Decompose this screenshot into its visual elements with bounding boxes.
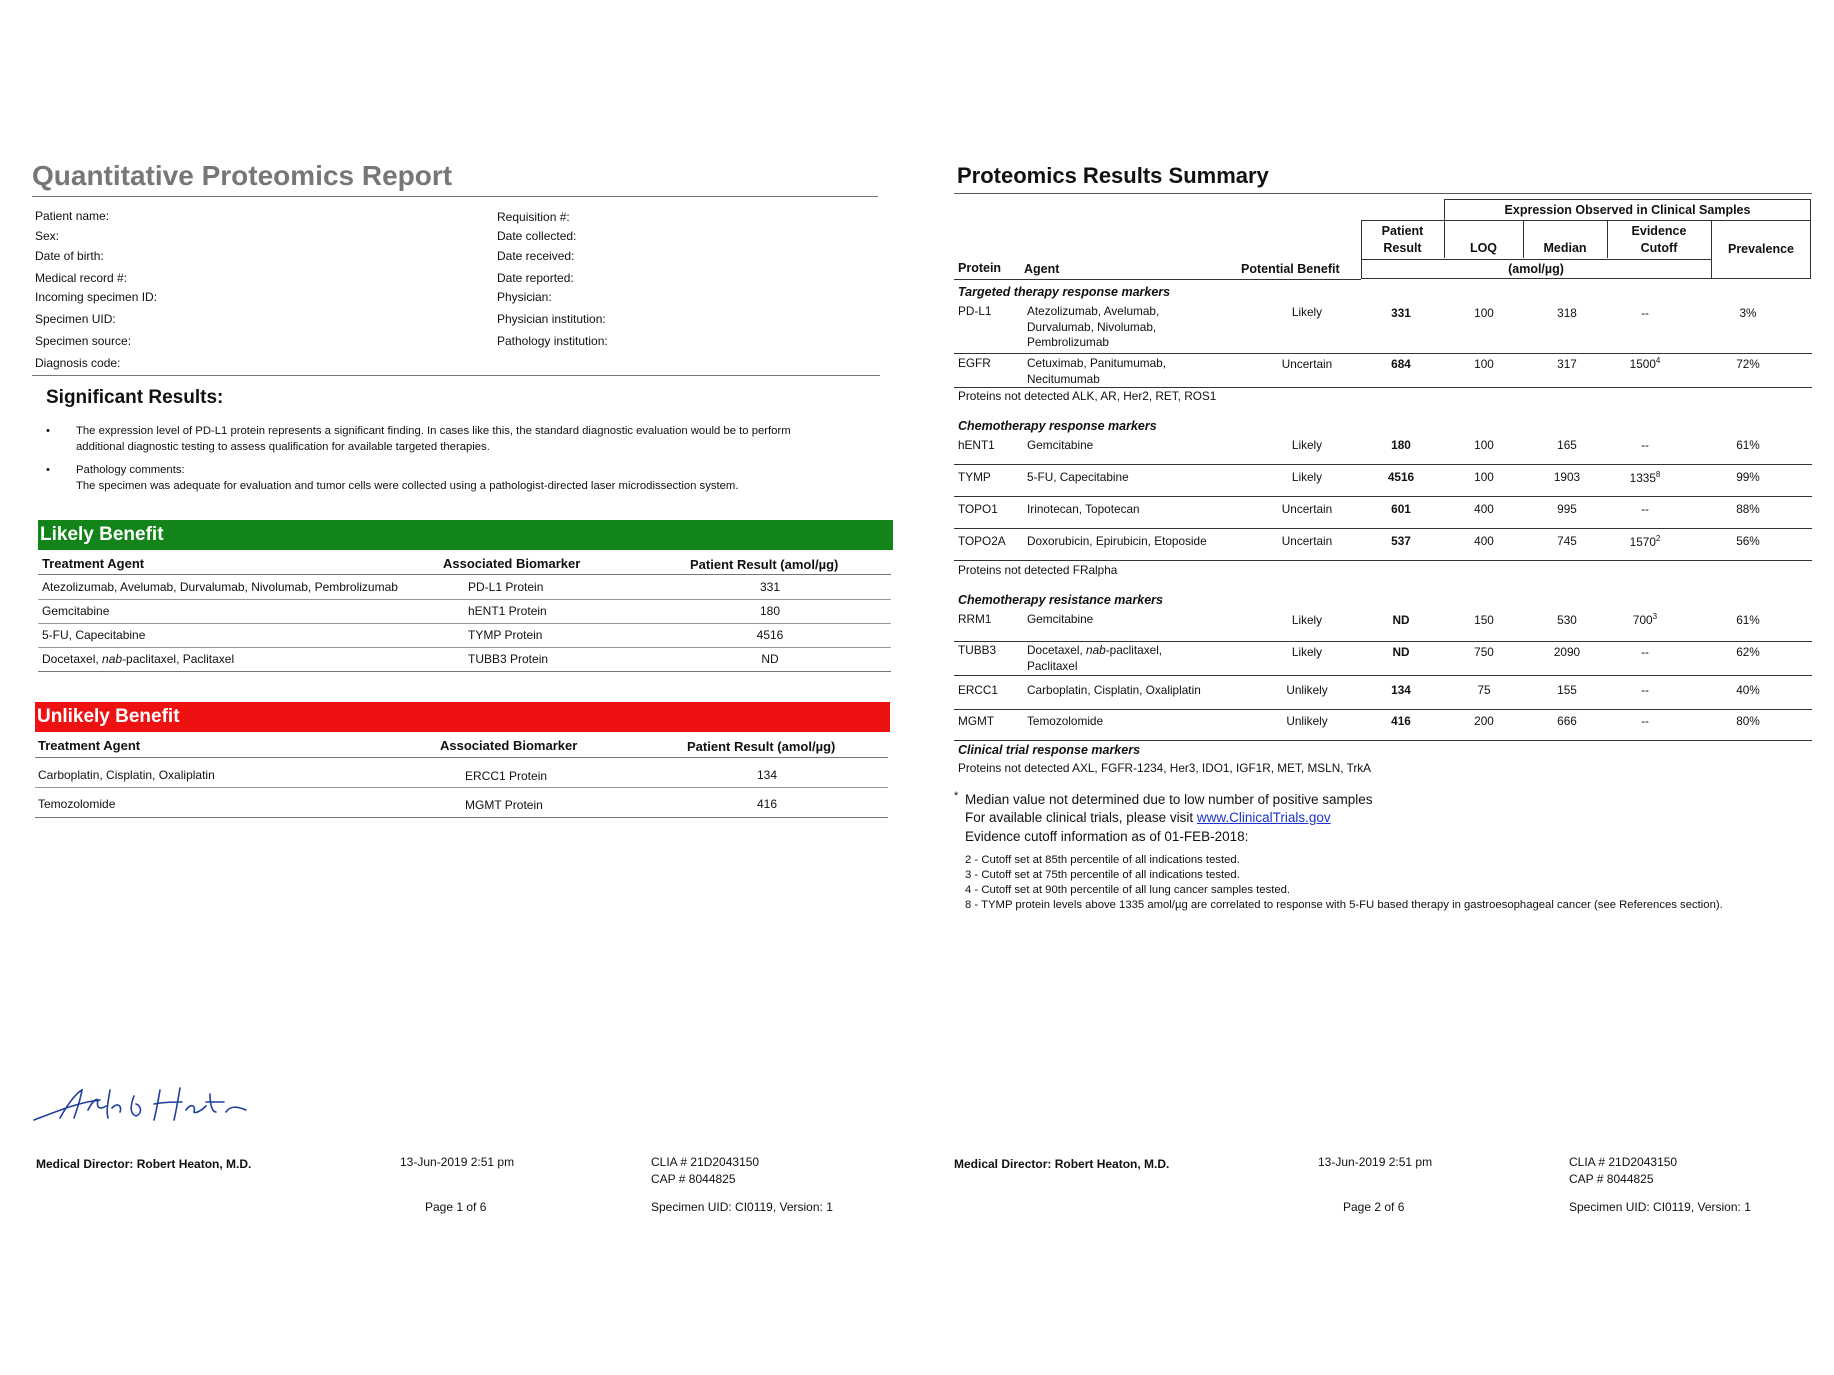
benefit-cell: Likely <box>1291 438 1323 452</box>
agent-line: Pembrolizumab <box>1027 335 1109 349</box>
row-divider <box>954 387 1812 388</box>
result-cell: 601 <box>1391 502 1411 516</box>
likely-row-biomarker: PD-L1 Protein <box>468 580 544 594</box>
footer-cap: CAP # 8044825 <box>1569 1172 1654 1186</box>
bullet-pathology <box>46 463 876 494</box>
protein-cell: hENT1 <box>958 438 995 452</box>
cutoff-cell: -- <box>1641 645 1649 659</box>
footnote-ref: 2 <box>1655 534 1661 543</box>
footer-director: Medical Director: Robert Heaton, M.D. <box>954 1157 1170 1171</box>
agent-cell: Carboplatin, Cisplatin, Oxaliplatin <box>1027 683 1201 697</box>
agent-part: -paclitaxel, Paclitaxel <box>122 652 235 666</box>
summary-title: Proteomics Results Summary <box>957 163 1269 188</box>
bullet-dot: • <box>46 464 50 476</box>
cutoff-cell: 1570$^2$ <box>1629 534 1661 549</box>
agent-cell: Doxorubicin, Epirubicin, Etoposide <box>1027 534 1207 548</box>
footnote-3: 3 - Cutoff set at 75th percentile of all indications tested. <box>965 869 1240 881</box>
field-medical-record: Medical record #: <box>35 271 128 285</box>
footer-cap: CAP # 8044825 <box>651 1172 736 1186</box>
cutoff-cell: -- <box>1641 306 1649 320</box>
prevalence-cell: 61% <box>1736 438 1760 452</box>
note-clinical-trials <box>965 809 1331 828</box>
loq-cell: 150 <box>1474 613 1494 627</box>
likely-header-biomarker: Associated Biomarker <box>443 556 581 571</box>
summary-title-rule <box>954 193 1812 194</box>
footer-page-number: Page 2 of 6 <box>1343 1200 1405 1214</box>
agent-line: Necitumumab <box>1027 371 1100 386</box>
median-cell: 995 <box>1557 502 1577 516</box>
signature-image <box>30 1080 250 1130</box>
unlikely-row-biomarker: MGMT Protein <box>465 798 543 812</box>
agent-line: Cetuximab, Panitumumab, <box>1027 356 1167 370</box>
median-cell: 318 <box>1557 306 1577 320</box>
col-prevalence: Prevalence <box>1727 242 1795 256</box>
col-potential-benefit: Potential Benefit <box>1241 262 1340 276</box>
agent-cell: Irinotecan, Topotecan <box>1027 502 1140 516</box>
row-divider <box>38 599 891 600</box>
bullet-pdl1-line2: additional diagnostic testing to assess qualification for available targeted therapies. <box>76 440 490 453</box>
benefit-cell: Likely <box>1291 613 1323 627</box>
likely-header-agent: Treatment Agent <box>42 556 145 571</box>
field-date-received: Date received: <box>497 249 575 263</box>
field-diagnosis-code: Diagnosis code: <box>35 356 121 370</box>
unlikely-row-result: 134 <box>756 768 778 782</box>
benefit-cell: Likely <box>1291 645 1323 659</box>
unlikely-header-biomarker: Associated Biomarker <box>440 738 578 753</box>
note-median: Median value not determined due to low number of positive samples <box>965 792 1373 807</box>
footer-director: Medical Director: Robert Heaton, M.D. <box>36 1157 252 1171</box>
protein-cell: TUBB3 <box>958 643 997 657</box>
bullet-dot: • <box>46 425 50 437</box>
likely-row-biomarker: hENT1 Protein <box>468 604 547 618</box>
field-physician-institution: Physician institution: <box>497 312 606 326</box>
cutoff-cell: -- <box>1641 683 1649 697</box>
field-patient-name: Patient name: <box>35 209 110 223</box>
row-divider <box>954 641 1812 642</box>
section-targeted: Targeted therapy response markers <box>958 285 1171 299</box>
footnote-ref: 8 <box>1655 470 1661 479</box>
field-specimen-uid: Specimen UID: <box>35 312 116 326</box>
fields-rule <box>32 375 880 376</box>
agent-part: Docetaxel, <box>1027 643 1087 657</box>
unlikely-row-agent: Temozolomide <box>38 797 116 811</box>
result-cell: ND <box>1392 645 1410 659</box>
clinicaltrials-link[interactable]: www.ClinicalTrials.gov <box>1196 810 1331 825</box>
footer-specimen-uid: Specimen UID: CI0119, Version: 1 <box>1569 1200 1751 1214</box>
cutoff-cell: -- <box>1641 714 1649 728</box>
footer-datetime: 13-Jun-2019 2:51 pm <box>400 1155 515 1169</box>
row-divider <box>38 647 891 648</box>
prevalence-cell: 61% <box>1736 613 1760 627</box>
agent-cell <box>1027 643 1162 674</box>
row-divider <box>954 740 1812 741</box>
benefit-cell: Unlikely <box>1286 714 1328 728</box>
field-sex: Sex: <box>35 229 60 243</box>
agent-cell: Gemcitabine <box>1027 438 1094 452</box>
field-pathology-institution: Pathology institution: <box>497 334 608 348</box>
prevalence-cell: 72% <box>1736 357 1760 371</box>
row-divider <box>954 675 1812 676</box>
likely-row-biomarker: TYMP Protein <box>468 628 543 642</box>
benefit-cell: Likely <box>1291 470 1323 484</box>
benefit-cell: Likely <box>1291 305 1323 319</box>
likely-header-rule <box>38 574 891 575</box>
row-divider <box>954 464 1812 465</box>
unlikely-header-agent: Treatment Agent <box>38 738 141 753</box>
agent-line: Atezolizumab, Avelumab, <box>1027 304 1160 318</box>
bullet-pdl1-line1: The expression level of PD-L1 protein represents a significant finding. In cases like this, the standard diagnostic evaluation would be to perform <box>76 425 791 437</box>
agent-part: -paclitaxel, <box>1105 643 1163 657</box>
row-divider <box>35 787 888 788</box>
protein-cell: RRM1 <box>958 612 992 626</box>
row-divider <box>954 496 1812 497</box>
loq-cell: 75 <box>1477 683 1491 697</box>
field-date-reported: Date reported: <box>497 271 574 285</box>
not-detected-chemo: Proteins not detected FRalpha <box>958 563 1118 577</box>
unlikely-header-rule <box>35 757 888 758</box>
agent-cell: 5-FU, Capecitabine <box>1027 470 1129 484</box>
col-loq: LOQ <box>1469 241 1498 255</box>
section-chemo-response: Chemotherapy response markers <box>958 419 1157 433</box>
prevalence-cell: 80% <box>1736 714 1760 728</box>
result-cell: 537 <box>1391 534 1411 548</box>
footer-clia: CLIA # 21D2043150 <box>1569 1155 1678 1169</box>
cutoff-cell: 1335$^8$ <box>1629 470 1661 485</box>
result-cell: 4516 <box>1387 470 1415 484</box>
row-divider <box>954 560 1812 561</box>
not-detected-clinical: Proteins not detected AXL, FGFR-1234, Her3, IDO1, IGF1R, MET, MSLN, TrkA <box>958 761 1372 775</box>
agent-cell <box>1027 356 1166 387</box>
agent-part: Docetaxel, <box>42 652 103 666</box>
loq-cell: 400 <box>1474 534 1494 548</box>
note-text: For available clinical trials, please visit <box>965 810 1197 825</box>
prevalence-cell: 99% <box>1736 470 1760 484</box>
title-rule <box>32 196 878 197</box>
footnote-8: 8 - TYMP protein levels above 1335 amol/µg are correlated to response with 5-FU based therapy in gastroesophageal cancer (see References section). <box>965 899 1723 911</box>
median-cell: 2090 <box>1553 645 1581 659</box>
result-cell: 684 <box>1391 357 1411 371</box>
median-cell: 155 <box>1557 683 1577 697</box>
footer-page-number: Page 1 of 6 <box>425 1200 487 1214</box>
col-patient-result-l2: Result <box>1383 241 1422 255</box>
loq-cell: 100 <box>1474 306 1494 320</box>
row-divider <box>954 528 1812 529</box>
footnote-ref: 4 <box>1655 356 1661 365</box>
prevalence-cell: 62% <box>1736 645 1760 659</box>
loq-cell: 100 <box>1474 357 1494 371</box>
protein-cell: ERCC1 <box>958 683 998 697</box>
likely-row-result: 180 <box>759 604 781 618</box>
agent-line: Durvalumab, Nivolumab, <box>1027 319 1157 334</box>
section-chemo-resistance: Chemotherapy resistance markers <box>958 593 1163 607</box>
not-detected-targeted: Proteins not detected ALK, AR, Her2, RET, ROS1 <box>958 389 1217 403</box>
field-date-of-birth: Date of birth: <box>35 249 104 263</box>
likely-row-agent: Atezolizumab, Avelumab, Durvalumab, Nivolumab, Pembrolizumab <box>42 580 398 594</box>
field-date-collected: Date collected: <box>497 229 577 243</box>
likely-row-agent <box>42 652 234 666</box>
protein-cell: TOPO2A <box>958 534 1006 548</box>
prevalence-cell: 3% <box>1739 306 1757 320</box>
header-bottom-rule <box>954 279 1361 280</box>
unlikely-row-result: 416 <box>756 797 778 811</box>
cutoff-value: 700 <box>1632 612 1653 627</box>
col-agent: Agent <box>1024 262 1060 276</box>
median-cell: 165 <box>1557 438 1577 452</box>
loq-cell: 100 <box>1474 470 1494 484</box>
cutoff-value: 1500 <box>1629 356 1656 371</box>
report-page-2 <box>917 0 1834 1375</box>
report-title: Quantitative Proteomics Report <box>32 160 453 191</box>
cutoff-cell <box>1610 356 1680 371</box>
footnote-2: 2 - Cutoff set at 85th percentile of all indications tested. <box>965 854 1240 866</box>
likely-benefit-banner: Likely Benefit <box>38 520 893 550</box>
note-cutoff-date: Evidence cutoff information as of 01-FEB-2018: <box>965 829 1249 844</box>
cutoff-cell: -- <box>1641 502 1649 516</box>
col-patient-result-l1: Patient <box>1381 224 1424 238</box>
unlikely-header-result: Patient Result (amol/µg) <box>687 739 836 754</box>
col-cutoff-l1: Evidence <box>1631 224 1687 238</box>
unlikely-row-agent: Carboplatin, Cisplatin, Oxaliplatin <box>38 768 215 782</box>
median-cell: 530 <box>1557 613 1577 627</box>
protein-cell: EGFR <box>958 356 991 370</box>
likely-row-agent: 5-FU, Capecitabine <box>42 628 146 642</box>
unit-rule <box>1361 259 1711 260</box>
median-cell: 745 <box>1557 534 1577 548</box>
significant-results-heading: Significant Results: <box>46 387 224 408</box>
field-requisition: Requisition #: <box>497 210 570 224</box>
footer-datetime: 13-Jun-2019 2:51 pm <box>1318 1155 1433 1169</box>
median-cell: 1903 <box>1553 470 1581 484</box>
agent-line <box>1027 643 1162 659</box>
footnote-4: 4 - Cutoff set at 90th percentile of all lung cancer samples tested. <box>965 884 1291 896</box>
result-cell: 331 <box>1391 306 1411 320</box>
note-asterisk: * <box>954 790 959 802</box>
col-cutoff-l2: Cutoff <box>1640 241 1678 255</box>
unlikely-bottom-rule <box>35 817 888 818</box>
bullet-pdl1 <box>46 424 876 455</box>
cutoff-cell <box>1610 612 1680 627</box>
unit-label: (amol/µg) <box>1508 262 1564 276</box>
bullet-pathology-line2: The specimen was adequate for evaluation and tumor cells were collected using a pathologist-directed laser microdissection system. <box>76 479 739 492</box>
field-specimen-source: Specimen source: <box>35 334 132 348</box>
benefit-cell: Uncertain <box>1281 534 1333 548</box>
benefit-cell: Uncertain <box>1281 357 1333 371</box>
agent-line: Paclitaxel <box>1027 658 1078 673</box>
unlikely-row-biomarker: ERCC1 Protein <box>465 769 548 783</box>
footer-specimen-uid: Specimen UID: CI0119, Version: 1 <box>651 1200 833 1214</box>
field-incoming-specimen-id: Incoming specimen ID: <box>35 290 158 304</box>
loq-cell: 400 <box>1474 502 1494 516</box>
result-cell: 134 <box>1391 683 1411 697</box>
likely-header-result: Patient Result (amol/µg) <box>690 557 839 572</box>
likely-row-result: 4516 <box>756 628 784 642</box>
agent-italic-part: nab <box>1086 643 1106 657</box>
result-cell: 416 <box>1391 714 1411 728</box>
likely-bottom-rule <box>38 671 891 672</box>
likely-row-result: 331 <box>759 580 781 594</box>
field-physician: Physician: <box>497 290 552 304</box>
agent-cell <box>1027 304 1159 351</box>
section-clinical-trial: Clinical trial response markers <box>958 743 1141 757</box>
loq-cell: 100 <box>1474 438 1494 452</box>
footnote-ref: 3 <box>1652 612 1658 621</box>
row-divider <box>954 709 1812 710</box>
cutoff-cell: -- <box>1641 438 1649 452</box>
likely-row-result: ND <box>761 652 779 666</box>
likely-row-agent: Gemcitabine <box>42 604 110 618</box>
result-cell: 180 <box>1391 438 1411 452</box>
col-protein: Protein <box>958 261 1002 275</box>
benefit-cell: Uncertain <box>1281 502 1333 516</box>
agent-cell: Gemcitabine <box>1027 612 1094 626</box>
agent-cell: Temozolomide <box>1027 714 1104 728</box>
row-divider <box>38 623 891 624</box>
benefit-cell: Unlikely <box>1286 683 1328 697</box>
group-header: Expression Observed in Clinical Samples <box>1504 203 1751 217</box>
result-cell: ND <box>1392 613 1410 627</box>
footer-clia: CLIA # 21D2043150 <box>651 1155 760 1169</box>
loq-cell: 200 <box>1474 714 1494 728</box>
protein-cell: PD-L1 <box>958 304 992 318</box>
unlikely-benefit-banner: Unlikely Benefit <box>35 702 890 732</box>
median-cell: 317 <box>1557 357 1577 371</box>
prevalence-cell: 40% <box>1736 683 1760 697</box>
row-divider <box>954 353 1812 354</box>
protein-cell: MGMT <box>958 714 995 728</box>
protein-cell: TOPO1 <box>958 502 998 516</box>
col-median: Median <box>1543 241 1587 255</box>
median-cell: 666 <box>1557 714 1577 728</box>
prevalence-cell: 56% <box>1736 534 1760 548</box>
bullet-pathology-line1: Pathology comments: <box>76 464 185 476</box>
agent-italic-part: nab <box>102 652 123 666</box>
protein-cell: TYMP <box>958 470 991 484</box>
likely-row-biomarker: TUBB3 Protein <box>468 652 549 666</box>
prevalence-cell: 88% <box>1736 502 1760 516</box>
loq-cell: 750 <box>1474 645 1494 659</box>
